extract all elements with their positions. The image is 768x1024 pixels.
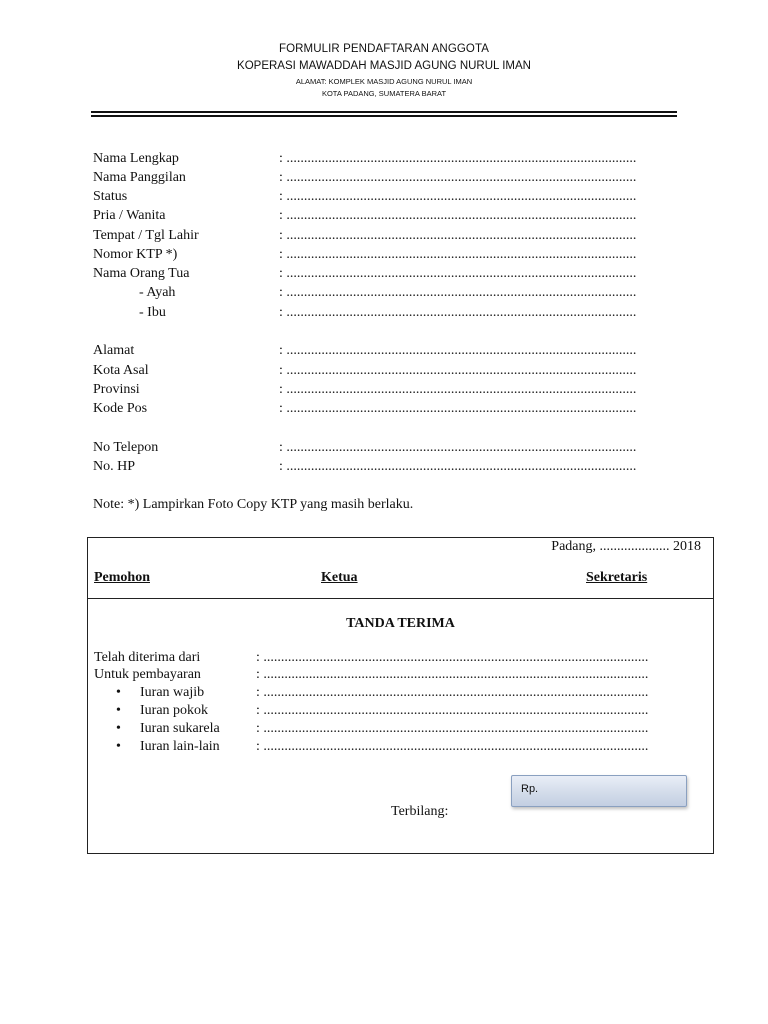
- bullet-icon: •: [116, 721, 121, 736]
- receipt-fill-line[interactable]: : ..............................................................................................................: [256, 739, 649, 754]
- receipt-label: Iuran pokok: [140, 703, 209, 718]
- header-rule-thin: [91, 115, 677, 117]
- field-label: Kode Pos: [93, 401, 148, 416]
- signature-sekretaris: Sekretaris: [586, 570, 648, 585]
- field-label: No Telepon: [93, 440, 159, 455]
- field-fill-line[interactable]: : ....................................................................................................: [279, 459, 637, 474]
- receipt-row-iuran-pokok[interactable]: [94, 702, 704, 720]
- box-divider: [88, 598, 713, 599]
- receipt-label: Iuran wajib: [140, 685, 205, 700]
- field-row-nama-orang-tua[interactable]: [93, 265, 693, 283]
- receipt-label: Untuk pembayaran: [94, 667, 201, 682]
- field-label: Nomor KTP *): [93, 247, 178, 262]
- bullet-icon: •: [116, 739, 121, 754]
- receipt-row-for-payment[interactable]: [94, 666, 704, 684]
- field-label: Nama Lengkap: [93, 151, 179, 166]
- field-fill-line[interactable]: : ....................................................................................................: [279, 247, 637, 262]
- field-label: Alamat: [93, 343, 135, 358]
- signature-pemohon: Pemohon: [94, 570, 150, 585]
- field-label: - Ayah: [139, 285, 176, 300]
- field-fill-line[interactable]: : ....................................................................................................: [279, 382, 637, 397]
- field-row-provinsi[interactable]: [93, 381, 693, 399]
- bullet-icon: •: [116, 703, 121, 718]
- receipt-fill-line[interactable]: : ..............................................................................................................: [256, 685, 649, 700]
- field-row-kota-asal[interactable]: [93, 362, 693, 380]
- receipt-label: Telah diterima dari: [94, 650, 201, 665]
- field-row-ibu[interactable]: [93, 304, 693, 322]
- amount-rp-field[interactable]: [511, 775, 687, 807]
- field-fill-line[interactable]: : ....................................................................................................: [279, 363, 637, 378]
- field-fill-line[interactable]: : ....................................................................................................: [279, 440, 637, 455]
- field-row-no-telepon[interactable]: [93, 439, 693, 457]
- ktp-note: Note: *) Lampirkan Foto Copy KTP yang masih berlaku.: [93, 497, 414, 512]
- field-fill-line[interactable]: : ....................................................................................................: [279, 151, 637, 166]
- header-rule-thick: [91, 111, 677, 113]
- field-row-status[interactable]: [93, 188, 693, 206]
- amount-rp-label: Rp.: [521, 783, 539, 795]
- organization-address: ALAMAT: KOMPLEK MASJID AGUNG NURUL IMAN: [295, 77, 473, 86]
- field-row-nomor-ktp[interactable]: [93, 246, 693, 264]
- field-row-ayah[interactable]: [93, 284, 693, 302]
- field-label: - Ibu: [139, 305, 166, 320]
- receipt-fill-line[interactable]: : ..............................................................................................................: [256, 667, 649, 682]
- receipt-title: TANDA TERIMA: [346, 616, 455, 631]
- field-label: Nama Orang Tua: [93, 266, 190, 281]
- field-row-pria-wanita[interactable]: [93, 207, 693, 225]
- receipt-fill-line[interactable]: : ..............................................................................................................: [256, 721, 649, 736]
- field-fill-line[interactable]: : ....................................................................................................: [279, 228, 637, 243]
- receipt-label: Iuran sukarela: [140, 721, 220, 736]
- field-fill-line[interactable]: : ....................................................................................................: [279, 305, 637, 320]
- organization-name: KOPERASI MAWADDAH MASJID AGUNG NURUL IMAN: [237, 60, 531, 72]
- field-row-no-hp[interactable]: [93, 458, 693, 476]
- receipt-box: [87, 537, 714, 854]
- signature-date[interactable]: Padang, .................... 2018: [551, 539, 701, 554]
- signature-ketua: Ketua: [321, 570, 358, 585]
- field-row-tempat-tgl-lahir[interactable]: [93, 227, 693, 245]
- bullet-icon: •: [116, 685, 121, 700]
- field-label: Status: [93, 189, 128, 204]
- field-row-nama-lengkap[interactable]: [93, 150, 693, 168]
- field-label: Kota Asal: [93, 363, 149, 378]
- receipt-row-received-from[interactable]: [94, 649, 704, 667]
- field-fill-line[interactable]: : ....................................................................................................: [279, 189, 637, 204]
- field-label: Nama Panggilan: [93, 170, 186, 185]
- receipt-row-iuran-wajib[interactable]: [94, 684, 704, 702]
- form-title: FORMULIR PENDAFTARAN ANGGOTA: [278, 43, 490, 55]
- field-label: Pria / Wanita: [93, 208, 166, 223]
- receipt-label: Iuran lain-lain: [140, 739, 220, 754]
- field-label: Tempat / Tgl Lahir: [93, 228, 199, 243]
- field-label: Provinsi: [93, 382, 140, 397]
- organization-city: KOTA PADANG, SUMATERA BARAT: [321, 89, 447, 98]
- field-row-kode-pos[interactable]: [93, 400, 693, 418]
- receipt-fill-line[interactable]: : ..............................................................................................................: [256, 650, 649, 665]
- field-fill-line[interactable]: : ....................................................................................................: [279, 343, 637, 358]
- field-fill-line[interactable]: : ....................................................................................................: [279, 401, 637, 416]
- receipt-row-iuran-sukarela[interactable]: [94, 720, 704, 738]
- field-row-nama-panggilan[interactable]: [93, 169, 693, 187]
- receipt-row-iuran-lain-lain[interactable]: [94, 738, 704, 756]
- field-row-alamat[interactable]: [93, 342, 693, 360]
- field-fill-line[interactable]: : ....................................................................................................: [279, 266, 637, 281]
- field-fill-line[interactable]: : ....................................................................................................: [279, 170, 637, 185]
- field-label: No. HP: [93, 459, 136, 474]
- terbilang-label: Terbilang:: [391, 804, 449, 819]
- field-fill-line[interactable]: : ....................................................................................................: [279, 285, 637, 300]
- receipt-fill-line[interactable]: : ..............................................................................................................: [256, 703, 649, 718]
- field-fill-line[interactable]: : ....................................................................................................: [279, 208, 637, 223]
